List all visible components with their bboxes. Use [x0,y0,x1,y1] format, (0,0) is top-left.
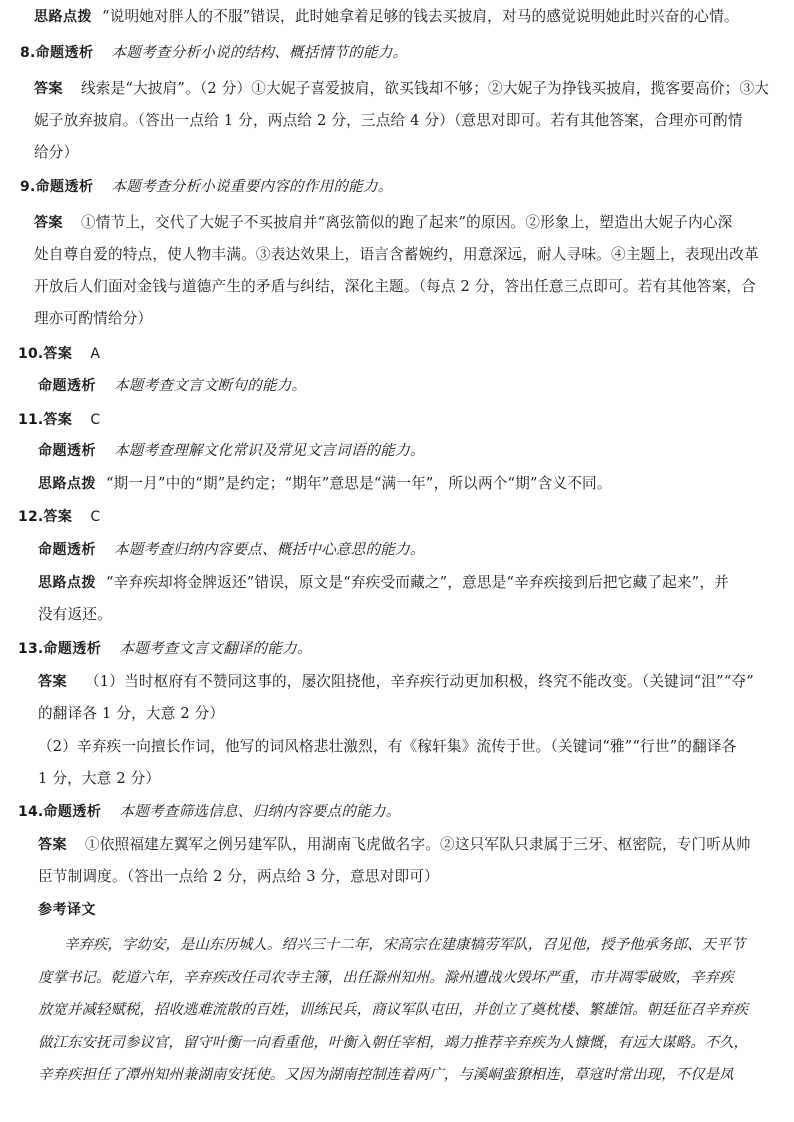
hint-text: “辛弃疾却将金牌返还”错误，原文是“弃疾受而藏之”，意思是“辛弃疾接到后把它藏了起来”，并 [106,574,729,591]
q14-answer-line-1 [38,835,751,855]
q8-answer-line-1 [34,79,769,99]
analysis-label: 命题透析 [35,179,94,195]
analysis-label: 命题透析 [38,443,96,459]
answer-label: 答案 [34,81,63,97]
question-number: 11. [18,412,44,428]
analysis-text: 本题考查文言文断句的能力。 [114,377,307,394]
analysis-text: 本题考查分析小说重要内容的作用的能力。 [111,178,393,195]
q9-answer-line-1 [34,213,732,233]
analysis-label: 命题透析 [38,378,96,394]
answer-text: 线索是“大披肩”。（2 分）①大妮子喜爱披肩，欲买钱却不够；②大妮子为挣钱买披肩，揽客要高价；③大 [81,80,770,97]
q9-answer-line-3: 开放后人们面对金钱与道德产生的矛盾与纠结，深化主题。（每点 2 分，答出任意三点即可。若有其他答案，合 [34,278,756,295]
question-number: 8. [20,45,36,61]
hint-label: 思路点拨 [34,9,92,25]
answer-choice: A [90,346,101,362]
q13-analysis-line [18,639,312,659]
answer-label: 答案 [43,412,73,428]
answer-text: （1）当时枢府有不赞同这事的，屡次阻挠他，辛弃疾行动更加积极，终究不能改变。（关键词“沮”“夺” [85,673,754,690]
analysis-text: 本题考查分析小说的结构、概括情节的能力。 [111,44,408,61]
q11-analysis-line [38,441,425,461]
q13-answer-line-2: 的翻译各 1 分，大意 2 分） [38,705,225,722]
question-number: 10. [18,346,44,362]
q12-hint-line-1 [38,573,729,593]
translation-line-1: 辛弃疾，字幼安，是山东历城人。绍兴三十二年，宋高宗在建康犒劳军队，召见他，授予他承务郎、天平节 [64,937,746,953]
q12-answer-line [18,507,100,527]
translation-line-3: 放宽并减轻赋税，招收逃难流散的百姓，训练民兵，商议军队屯田，并创立了奠枕楼、繁雄馆。朝廷征召辛弃疾 [38,1002,749,1018]
analysis-label: 命题透析 [43,641,102,657]
q8-answer-line-3: 给分） [34,144,79,161]
answer-label: 答案 [43,509,73,525]
analysis-text: 本题考查归纳内容要点、概括中心意思的能力。 [114,541,425,558]
question-number: 13. [18,641,44,657]
analysis-text: 本题考查文言文翻译的能力。 [119,640,312,657]
q10-analysis-line [38,376,306,396]
question-number: 12. [18,509,44,525]
question-number: 14. [18,804,44,820]
q9-answer-line-2: 处自尊自爱的特点，使人物丰满。③表达效果上，语言含蓄婉约，用意深远，耐人寻味。④主题上，表现出改革 [34,246,759,263]
analysis-text: 本题考查筛选信息、归纳内容要点的能力。 [119,803,401,820]
analysis-label: 命题透析 [43,804,102,820]
q9-answer-line-4: 理亦可酌情给分） [34,310,153,327]
q11-answer-line [18,410,100,430]
q10-answer-line [18,344,100,364]
answer-choice: C [90,412,101,428]
q12-hint-line-2: 没有返还。 [38,606,112,623]
q7-hint-line [34,7,739,27]
q8-answer-line-2: 妮子放弃披肩。（答出一点给 1 分，两点给 2 分，三点给 4 分）（意思对即可。若有其他答案，合理亦可酌情 [34,112,743,129]
hint-label: 思路点拨 [38,476,96,492]
q14-analysis-line [18,802,401,822]
translation-line-4: 做江东安抚司参议官，留守叶衡一向看重他，叶衡入朝任宰相，竭力推荐辛弃疾为人慷慨，有远大谋略。不久， [38,1035,749,1051]
q13-answer-line-3: （2）辛弃疾一向擅长作词，他写的词风格悲壮激烈，有《稼轩集》流传于世。（关键词“雅”“行世”的翻译各 [38,738,737,755]
answer-label: 答案 [34,215,63,231]
question-number: 9. [20,179,36,195]
q9-analysis-line [20,177,393,197]
answer-choice: C [90,509,101,525]
translation-line-2: 度掌书记。乾道六年，辛弃疾改任司农寺主簿，出任滁州知州。滁州遭战火毁坏严重，市井凋零破败，辛弃疾 [38,970,734,986]
q8-analysis-line [20,43,407,63]
analysis-label: 命题透析 [38,542,96,558]
q11-hint-line [38,474,612,494]
translation-line-5: 辛弃疾担任了潭州知州兼湖南安抚使。又因为湖南控制连着两广，与溪峒蛮獠相连，草寇时常出现，不仅是凤 [38,1067,734,1083]
translation-label: 参考译文 [38,902,96,918]
answer-label: 答案 [38,837,67,853]
q13-answer-line-1 [38,672,754,692]
hint-text: “期一月”中的“期”是约定；“期年”意思是“满一年”，所以两个“期”含义不同。 [106,475,612,492]
hint-label: 思路点拨 [38,575,96,591]
answer-label: 答案 [38,674,67,690]
q14-answer-line-2: 臣节制调度。（答出一点给 2 分，两点给 3 分，意思对即可） [38,868,439,885]
hint-text: “说明她对胖人的不服”错误，此时她拿着足够的钱去买披肩，对马的感觉说明她此时兴奋的心情。 [102,8,739,25]
q13-answer-line-4: 1 分，大意 2 分） [38,770,161,787]
analysis-label: 命题透析 [35,45,94,61]
answer-text: ①依照福建左翼军之例另建军队，用湖南飞虎做名字。②这只军队只隶属于三牙、枢密院，专门听从帅 [85,836,751,853]
q12-analysis-line [38,540,425,560]
answer-text: ①情节上，交代了大妮子不买披肩并“离弦箭似的跑了起来”的原因。②形象上，塑造出大妮子内心深 [81,214,733,231]
answer-label: 答案 [43,346,73,362]
analysis-text: 本题考查理解文化常识及常见文言词语的能力。 [114,442,425,459]
translation-heading [38,900,96,920]
